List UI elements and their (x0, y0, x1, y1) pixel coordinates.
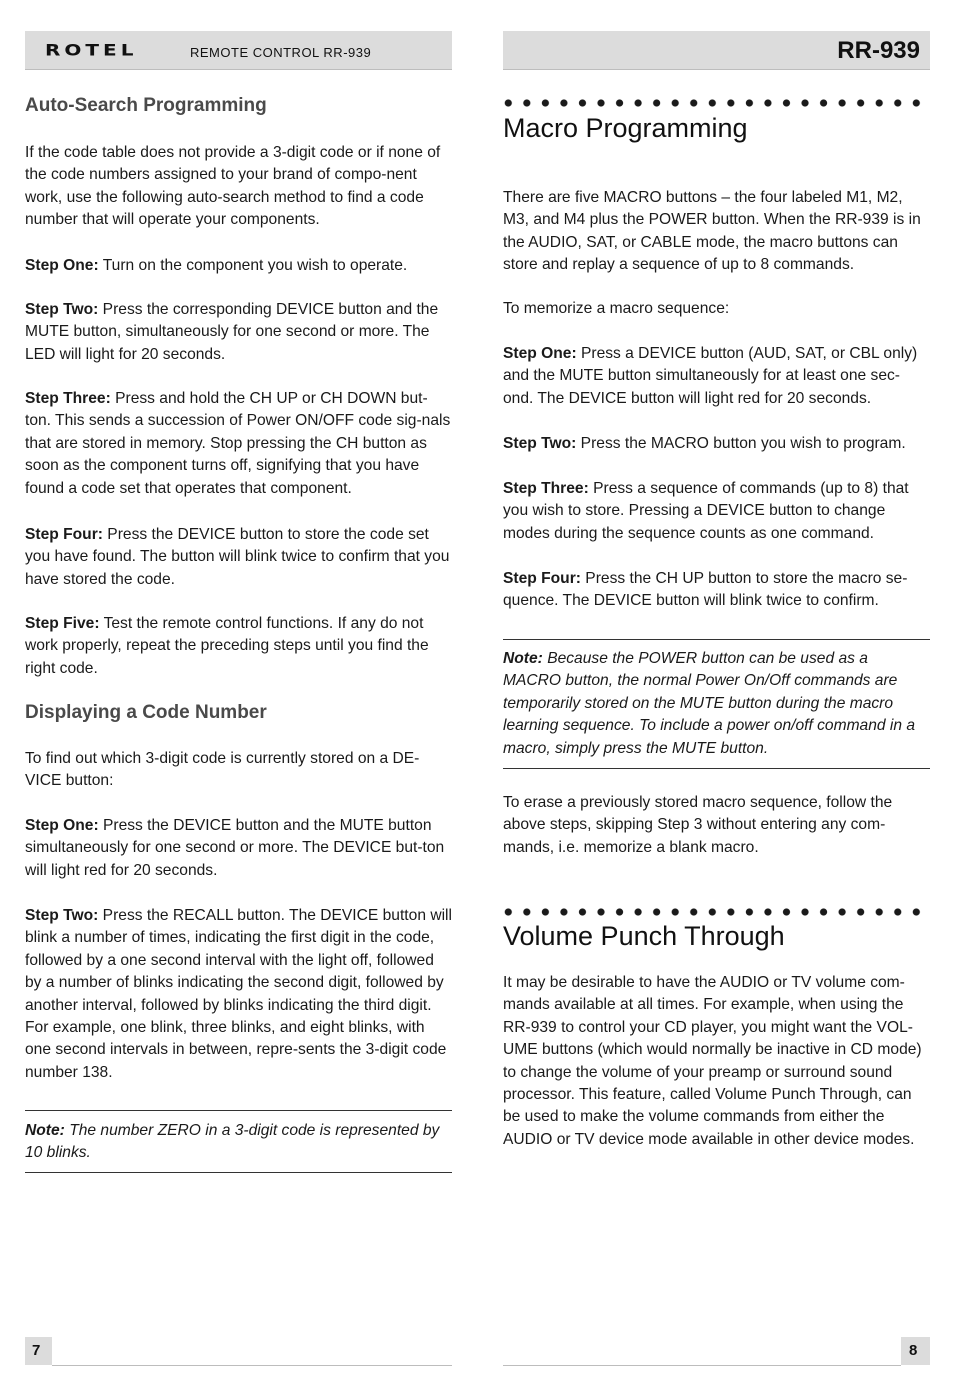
volume-heading: Volume Punch Through (503, 921, 785, 951)
macro-note-rule-top (503, 639, 930, 640)
footer-rule-left (52, 1365, 452, 1366)
header-subtitle: REMOTE CONTROL RR-939 (190, 45, 372, 60)
note-rule-bottom (25, 1172, 452, 1173)
dotted-divider (503, 98, 930, 108)
page-number-right: 8 (901, 1337, 930, 1365)
zero-note: Note: The number ZERO in a 3-digit code is represented by 10 blinks. (25, 1122, 440, 1162)
auto-search-step-two: Step Two: Press the corresponding DEVICE button and the MUTE button, simultaneously for one second or more. The LED will light for 20 seconds. (25, 301, 439, 363)
macro-note: Note: Because the POWER button can be used as a MACRO button, the normal Power On/Off commands are temporarily stored on the MUTE button during the macro learning sequence. To include a power on/off command in a macro, simply press the MUTE button. (503, 650, 916, 757)
macro-step-one: Step One: Press a DEVICE button (AUD, SAT, or CBL only) and the MUTE button simultaneously for at least one sec-ond. The DEVICE button will light red for 20 seconds. (503, 345, 918, 407)
footer-rule-right (503, 1365, 901, 1366)
volume-body: It may be desirable to have the AUDIO or TV volume com-mands available at all times. For example, when using the RR-939 to control your CD player, you might want the VOL-UME buttons (which would normally be inactive in CD mode) to change the volume of your preamp or surround sound processor. This feature, called Volume Punch Through, can be used to make the volume commands from either the AUDIO or TV device mode available in other device modes. (503, 974, 922, 1148)
note-rule-top (25, 1110, 452, 1111)
macro-step-four: Step Four: Press the CH UP button to store the macro se-quence. The DEVICE button will blink twice to confirm. (503, 570, 908, 610)
display-code-step-one: Step One: Press the DEVICE button and the MUTE button simultaneously for one second or more. The DEVICE but-ton will light red for 20 seconds. (25, 817, 445, 879)
macro-step-three: Step Three: Press a sequence of commands (up to 8) that you wish to store. Pressing a DEVICE button to change modes during the sequence counts as one command. (503, 480, 909, 542)
dotted-divider (503, 907, 930, 917)
macro-memorize: To memorize a macro sequence: (503, 300, 730, 317)
header-bar-right (503, 31, 930, 70)
auto-search-intro: If the code table does not provide a 3-digit code or if none of the code numbers assigned to your brand of compo-nent work, use the following auto-search method to find a code number that will operate your components. (25, 144, 441, 229)
macro-intro: There are five MACRO buttons – the four labeled M1, M2, M3, and M4 plus the POWER button. When the RR-939 is in the AUDIO, SAT, or CABLE mode, the macro buttons can store and replay a sequence of up to 8 commands. (503, 189, 921, 274)
auto-search-heading: Auto-Search Programming (25, 95, 267, 116)
macro-step-two: Step Two: Press the MACRO button you wish to program. (503, 435, 906, 452)
display-code-heading: Displaying a Code Number (25, 702, 267, 723)
macro-note-rule-bottom (503, 768, 930, 769)
auto-search-step-three: Step Three: Press and hold the CH UP or CH DOWN but-ton. This sends a succession of Power ON/OFF code sig-nals that are stored in memory. Stop pressing the CH button as soon as the component turns off, signifying that you have found a code set that operates that component. (25, 390, 451, 497)
header-bar-left (25, 31, 452, 70)
rotel-logo: ROTEL (45, 40, 138, 60)
auto-search-step-four: Step Four: Press the DEVICE button to store the code set you have found. The button will blink twice to confirm that you have stored the code. (25, 526, 450, 588)
page-number-left: 7 (25, 1337, 52, 1365)
auto-search-step-five: Step Five: Test the remote control functions. If any do not work properly, repeat the preceding steps until you find the right code. (25, 615, 429, 677)
header-model: RR-939 (837, 37, 920, 64)
display-code-step-two: Step Two: Press the RECALL button. The DEVICE button will blink a number of times, indicating the first digit in the code, followed by a one second interval with the light off, followed by a number of blinks indicating the second digit, followed by another interval, followed by blinks indicating the third digit. For example, one blink, three blinks, and eight blinks, with one second intervals in between, repre-sents the 3-digit code number 138. (25, 907, 452, 1081)
macro-erase: To erase a previously stored macro sequence, follow the above steps, skipping Step 3 without entering any com-mands, i.e. memorize a blank macro. (503, 794, 893, 856)
auto-search-step-one: Step One: Turn on the component you wish to operate. (25, 257, 408, 274)
display-code-intro: To find out which 3-digit code is currently stored on a DE-VICE button: (25, 750, 420, 790)
macro-heading: Macro Programming (503, 113, 748, 143)
